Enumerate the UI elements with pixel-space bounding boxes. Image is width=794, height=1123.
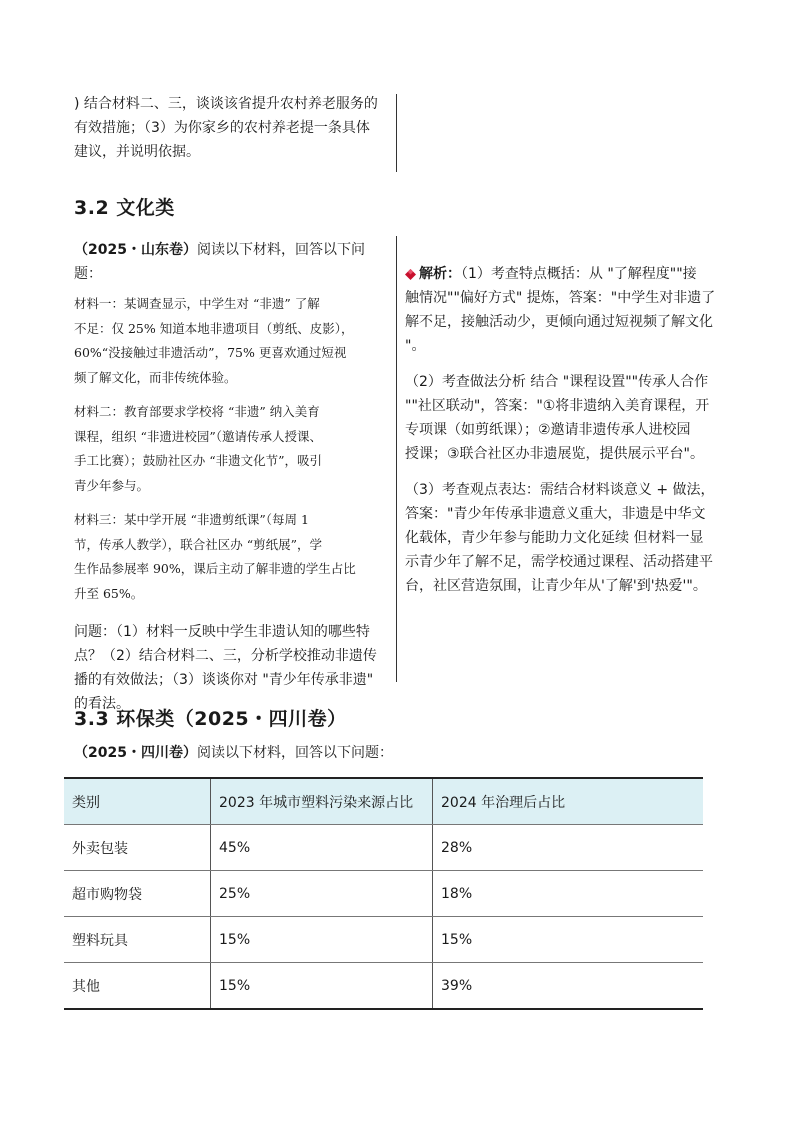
source-label: （2025・山东卷） — [74, 242, 197, 258]
material-line: 不足：仅 25% 知道本地非遗项目（剪纸、皮影）， — [74, 320, 354, 336]
analysis-1 — [405, 262, 727, 358]
table-cell: 外卖包装 — [64, 825, 211, 871]
table-header-cell: 2023 年城市塑料污染来源占比 — [211, 778, 433, 825]
material-line: 材料二：教育部要求学校将 “非遗” 纳入美育 — [74, 404, 320, 419]
question-line: 的看法。 — [74, 696, 130, 712]
table-header-cell: 类别 — [64, 778, 211, 825]
material-line: 材料三：某中学开展 “非遗剪纸课”（每周 1 — [74, 512, 309, 527]
analysis-line: 答案："青少年传承非遗意义重大，非遗是中华文 — [405, 506, 706, 522]
analysis-line: （1）考查特点概括：从 "了解程度""接 — [461, 266, 697, 282]
material-line: 青少年参与。 — [74, 477, 150, 493]
section-heading-3-2: 3.2 文化类 — [74, 197, 175, 219]
analysis-line: 专项课（如剪纸课）；②邀请非遗传承人进校园 — [405, 422, 691, 438]
material-line: 节，传承人教学），联合社区办 “剪纸展”，学 — [74, 536, 323, 552]
table-cell: 15% — [433, 917, 704, 963]
table-cell: 15% — [211, 963, 433, 1010]
analysis-line: 示青少年了解不足，需学校通过课程、活动搭建平 — [405, 554, 713, 570]
column-divider — [396, 236, 397, 682]
question-line: 播的有效做法；（3）谈谈你对 "青少年传承非遗" — [74, 672, 374, 688]
table-header-row — [64, 778, 703, 825]
analysis-line: 授课；③联合社区办非遗展览，提供展示平台"。 — [405, 446, 704, 462]
analysis-line: 解不足，接触活动少，更倾向通过短视频了解文化 — [405, 314, 713, 330]
materials-column — [74, 238, 392, 716]
analysis-3 — [405, 478, 727, 598]
question-block — [74, 620, 392, 716]
top-line: 有效措施；（3）为你家乡的农村养老提一条具体 — [74, 120, 370, 136]
material-line: 生作品参展率 90%，课后主动了解非遗的学生占比 — [74, 561, 356, 576]
material-line: 频了解文化，而非传统体验。 — [74, 369, 237, 385]
table-row — [64, 871, 703, 917]
material-3 — [74, 508, 392, 606]
section-heading-3-3: 3.3 环保类（2025・四川卷） — [74, 708, 347, 730]
analysis-line: （2）考查做法分析 结合 "课程设置""传承人合作 — [405, 374, 709, 390]
prompt-intro: 阅读以下材料，回答以下问题： — [74, 242, 365, 282]
material-line: 手工比赛）；鼓励社区办 “非遗文化节”，吸引 — [74, 453, 323, 468]
material-line: 60%“没接触过非遗活动”，75% 更喜欢通过短视 — [74, 345, 347, 360]
top-continuation — [74, 92, 394, 164]
table-cell: 45% — [211, 825, 433, 871]
material-1 — [74, 292, 392, 390]
table-row — [64, 963, 703, 1010]
table-row — [64, 825, 703, 871]
source-label: （2025・四川卷） — [74, 745, 197, 761]
table-cell: 39% — [433, 963, 704, 1010]
material-2 — [74, 400, 392, 498]
prompt-intro: 阅读以下材料，回答以下问题： — [196, 745, 393, 761]
prompt-line — [74, 741, 393, 765]
table-cell: 25% — [211, 871, 433, 917]
analysis-line: ""社区联动"，答案："①将非遗纳入美育课程，开 — [405, 398, 710, 414]
table-row — [64, 917, 703, 963]
question-line: 问题：（1）材料一反映中学生非遗认知的哪些特 — [74, 624, 370, 640]
table-header-cell: 2024 年治理后占比 — [433, 778, 704, 825]
column-divider — [396, 94, 397, 172]
top-line: ) 结合材料二、三，谈谈该省提升农村养老服务的 — [74, 96, 378, 112]
material-line: 课程，组织 “非遗进校园”（邀请传承人授课、 — [74, 428, 323, 444]
table-cell: 其他 — [72, 978, 100, 995]
top-line: 建议，并说明依据。 — [74, 144, 200, 160]
analysis-label: 解析： — [419, 266, 461, 282]
analysis-line: 化载体，青少年参与能助力文化延续 但材料一显 — [405, 530, 704, 546]
material-line: 升至 65%。 — [74, 585, 144, 601]
prompt-line — [74, 238, 392, 286]
analysis-2 — [405, 370, 727, 466]
table-cell: 18% — [433, 871, 704, 917]
analysis-line: "。 — [405, 338, 426, 354]
material-line: 材料一：某调查显示，中学生对 “非遗” 了解 — [74, 296, 320, 311]
question-line: 点？（2）结合材料二、三，分析学校推动非遗传 — [74, 648, 377, 664]
plastic-pollution-table — [64, 777, 703, 1010]
table-cell: 28% — [433, 825, 704, 871]
table-cell: 塑料玩具 — [64, 917, 211, 963]
analysis-line: 触情况""偏好方式" 提炼，答案："中学生对非遗了 — [405, 290, 716, 306]
table-cell: 15% — [211, 917, 433, 963]
analysis-line: （3）考查观点表达：需结合材料谈意义 + 做法， — [405, 482, 715, 498]
analysis-line: 台，社区营造氛围，让青少年从'了解'到'热爱'"。 — [405, 578, 707, 594]
diamond-icon — [405, 269, 416, 280]
table-cell: 超市购物袋 — [64, 871, 211, 917]
analysis-column — [405, 262, 727, 608]
